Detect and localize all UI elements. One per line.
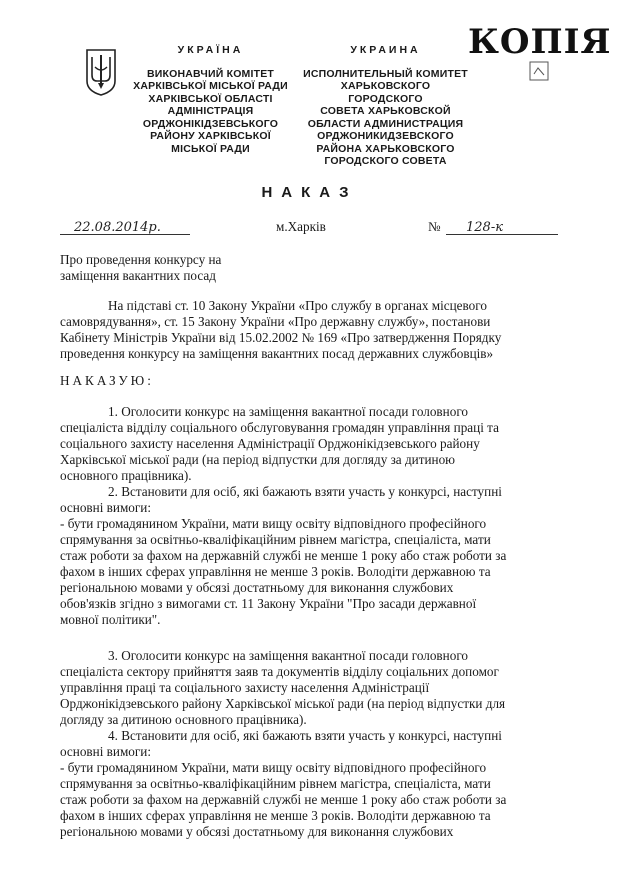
- paragraph-line: основного працівника).: [60, 468, 192, 483]
- header-right-line: ГОРОДСКОГО СОВЕТА: [324, 155, 447, 167]
- coat-of-arms-icon: [84, 47, 118, 97]
- header-right-line: ХАРЬКОВСКОГО ГОРОДСКОГО: [340, 80, 431, 105]
- paragraph-4: [60, 728, 577, 840]
- paragraph-line: стаж роботи за фахом на державній службі не менше 1 року або стаж роботи за: [60, 792, 507, 807]
- paragraph-line: 1. Оголосити конкурс на заміщення вакантної посади головного: [108, 404, 468, 419]
- document-city: м.Харків: [276, 219, 326, 234]
- preamble-line: Кабінету Міністрів України від 15.02.2002 № 169 «Про затвердження Порядку: [60, 330, 502, 345]
- preamble-line: самоврядування», ст. 15 Закону України «Про державну службу», постанови: [60, 314, 491, 329]
- paragraph-line: - бути громадянином України, мати вищу освіту відповідного професійного: [60, 516, 487, 531]
- paragraph-line: догляду за дитиною основного працівника).: [60, 712, 307, 727]
- document-subject: [60, 252, 360, 284]
- document-number: 128-к: [466, 220, 503, 235]
- paragraph-line: основні вимоги:: [60, 744, 152, 759]
- paragraph-line: спрямування за освітньо-кваліфікаційним рівнем магістра, спеціаліста, мати: [60, 532, 491, 547]
- header-left-line: АДМІНІСТРАЦІЯ: [167, 105, 254, 117]
- paragraph-line: спеціаліста відділу соціального обслуговування громадян управління праці та: [60, 420, 499, 435]
- header-left-line: ВИКОНАВЧИЙ КОМІТЕТ: [146, 67, 275, 80]
- header-left-line: МІСЬКОЇ РАДИ: [171, 142, 250, 155]
- paragraph-line: стаж роботи за фахом на державній службі не менше 1 року або стаж роботи за: [60, 548, 507, 563]
- order-word: НАКАЗУЮ:: [60, 373, 154, 388]
- header-right-country: УКРАИНА: [350, 44, 421, 56]
- document-title: НАКАЗ: [261, 184, 358, 201]
- preamble-line: На підставі ст. 10 Закону України «Про службу в органах місцевого: [108, 298, 487, 313]
- header-right-line: ИСПОЛНИТЕЛЬНЫЙ КОМИТЕТ: [303, 67, 468, 80]
- header-right-line: РАЙОНА ХАРЬКОВСКОГО: [316, 142, 455, 155]
- date-field: [60, 218, 190, 235]
- paragraph-line: фахом в інших сферах управління не менше 3 років. Володіти державною та: [60, 808, 491, 823]
- subject-line: заміщення вакантних посад: [60, 268, 216, 283]
- preamble: [60, 298, 577, 362]
- paragraph-line: Орджонікідзевського району Харківської міської ради (на період відпустки для: [60, 696, 506, 711]
- header-left: [128, 44, 293, 155]
- copy-stamp: КОПІЯ: [468, 22, 612, 62]
- number-field: [446, 218, 558, 235]
- header-right-line: ОБЛАСТИ АДМИНИСТРАЦИЯ: [307, 117, 464, 130]
- header-left-line: ОРДЖОНІКІДЗЕВСЬКОГО: [142, 117, 279, 130]
- paragraph-line: - бути громадянином України, мати вищу освіту відповідного професійного: [60, 760, 487, 775]
- paragraph-2: [60, 484, 577, 628]
- preamble-line: проведення конкурсу на заміщення вакантних посад державних службовців»: [60, 346, 494, 361]
- stamp-mark-icon: [528, 60, 550, 82]
- paragraph-line: регіональною мовами у обсязі достатньому для виконання службових: [60, 824, 454, 839]
- paragraph-line: Харківської міської ради (на період відпустки для догляду за дитиною: [60, 452, 456, 467]
- paragraph-line: 4. Встановити для осіб, які бажають взяти участь у конкурсі, наступні: [108, 728, 502, 743]
- header-right: [303, 44, 468, 168]
- header-left-line: РАЙОНУ ХАРКІВСЬКОЇ: [150, 130, 271, 142]
- number-sign: №: [428, 219, 441, 234]
- document-date: 22.08.2014р.: [74, 220, 161, 235]
- paragraph-line: соціального захисту населення Адміністрації Орджонікідзевського району: [60, 436, 480, 451]
- paragraph-line: управління праці та соціального захисту населення Адміністрації: [60, 680, 430, 695]
- paragraph-line: обов'язків згідно з вимогами ст. 11 Закону України "Про засади державної: [60, 596, 477, 611]
- paragraph-line: 3. Оголосити конкурс на заміщення вакантної посади головного: [108, 648, 468, 663]
- paragraph-line: фахом в інших сферах управління не менше 3 років. Володіти державною та: [60, 564, 491, 579]
- paragraph-line: основні вимоги:: [60, 500, 152, 515]
- header-right-line: ОРДЖОНИКИДЗЕВСКОГО: [317, 130, 454, 142]
- paragraph-1: [60, 404, 577, 484]
- header-right-line: СОВЕТА ХАРЬКОВСКОЙ: [320, 105, 451, 117]
- paragraph-line: мовної політики".: [60, 612, 161, 627]
- paragraph-line: 2. Встановити для осіб, які бажають взяти участь у конкурсі, наступні: [108, 484, 502, 499]
- header-left-country: УКРАЇНА: [177, 44, 244, 56]
- header-left-line: ХАРКІВСЬКОЇ МІСЬКОЇ РАДИ: [133, 80, 288, 92]
- paragraph-3: [60, 648, 577, 728]
- paragraph-line: регіональною мовами у обсязі достатньому для виконання службових: [60, 580, 454, 595]
- header-left-line: ХАРКІВСЬКОЇ ОБЛАСТІ: [148, 92, 273, 105]
- subject-line: Про проведення конкурсу на: [60, 252, 222, 267]
- paragraph-line: спрямування за освітньо-кваліфікаційним рівнем магістра, спеціаліста, мати: [60, 776, 491, 791]
- paragraph-line: спеціаліста сектору прийняття заяв та документів відділу соціальних допомог: [60, 664, 499, 679]
